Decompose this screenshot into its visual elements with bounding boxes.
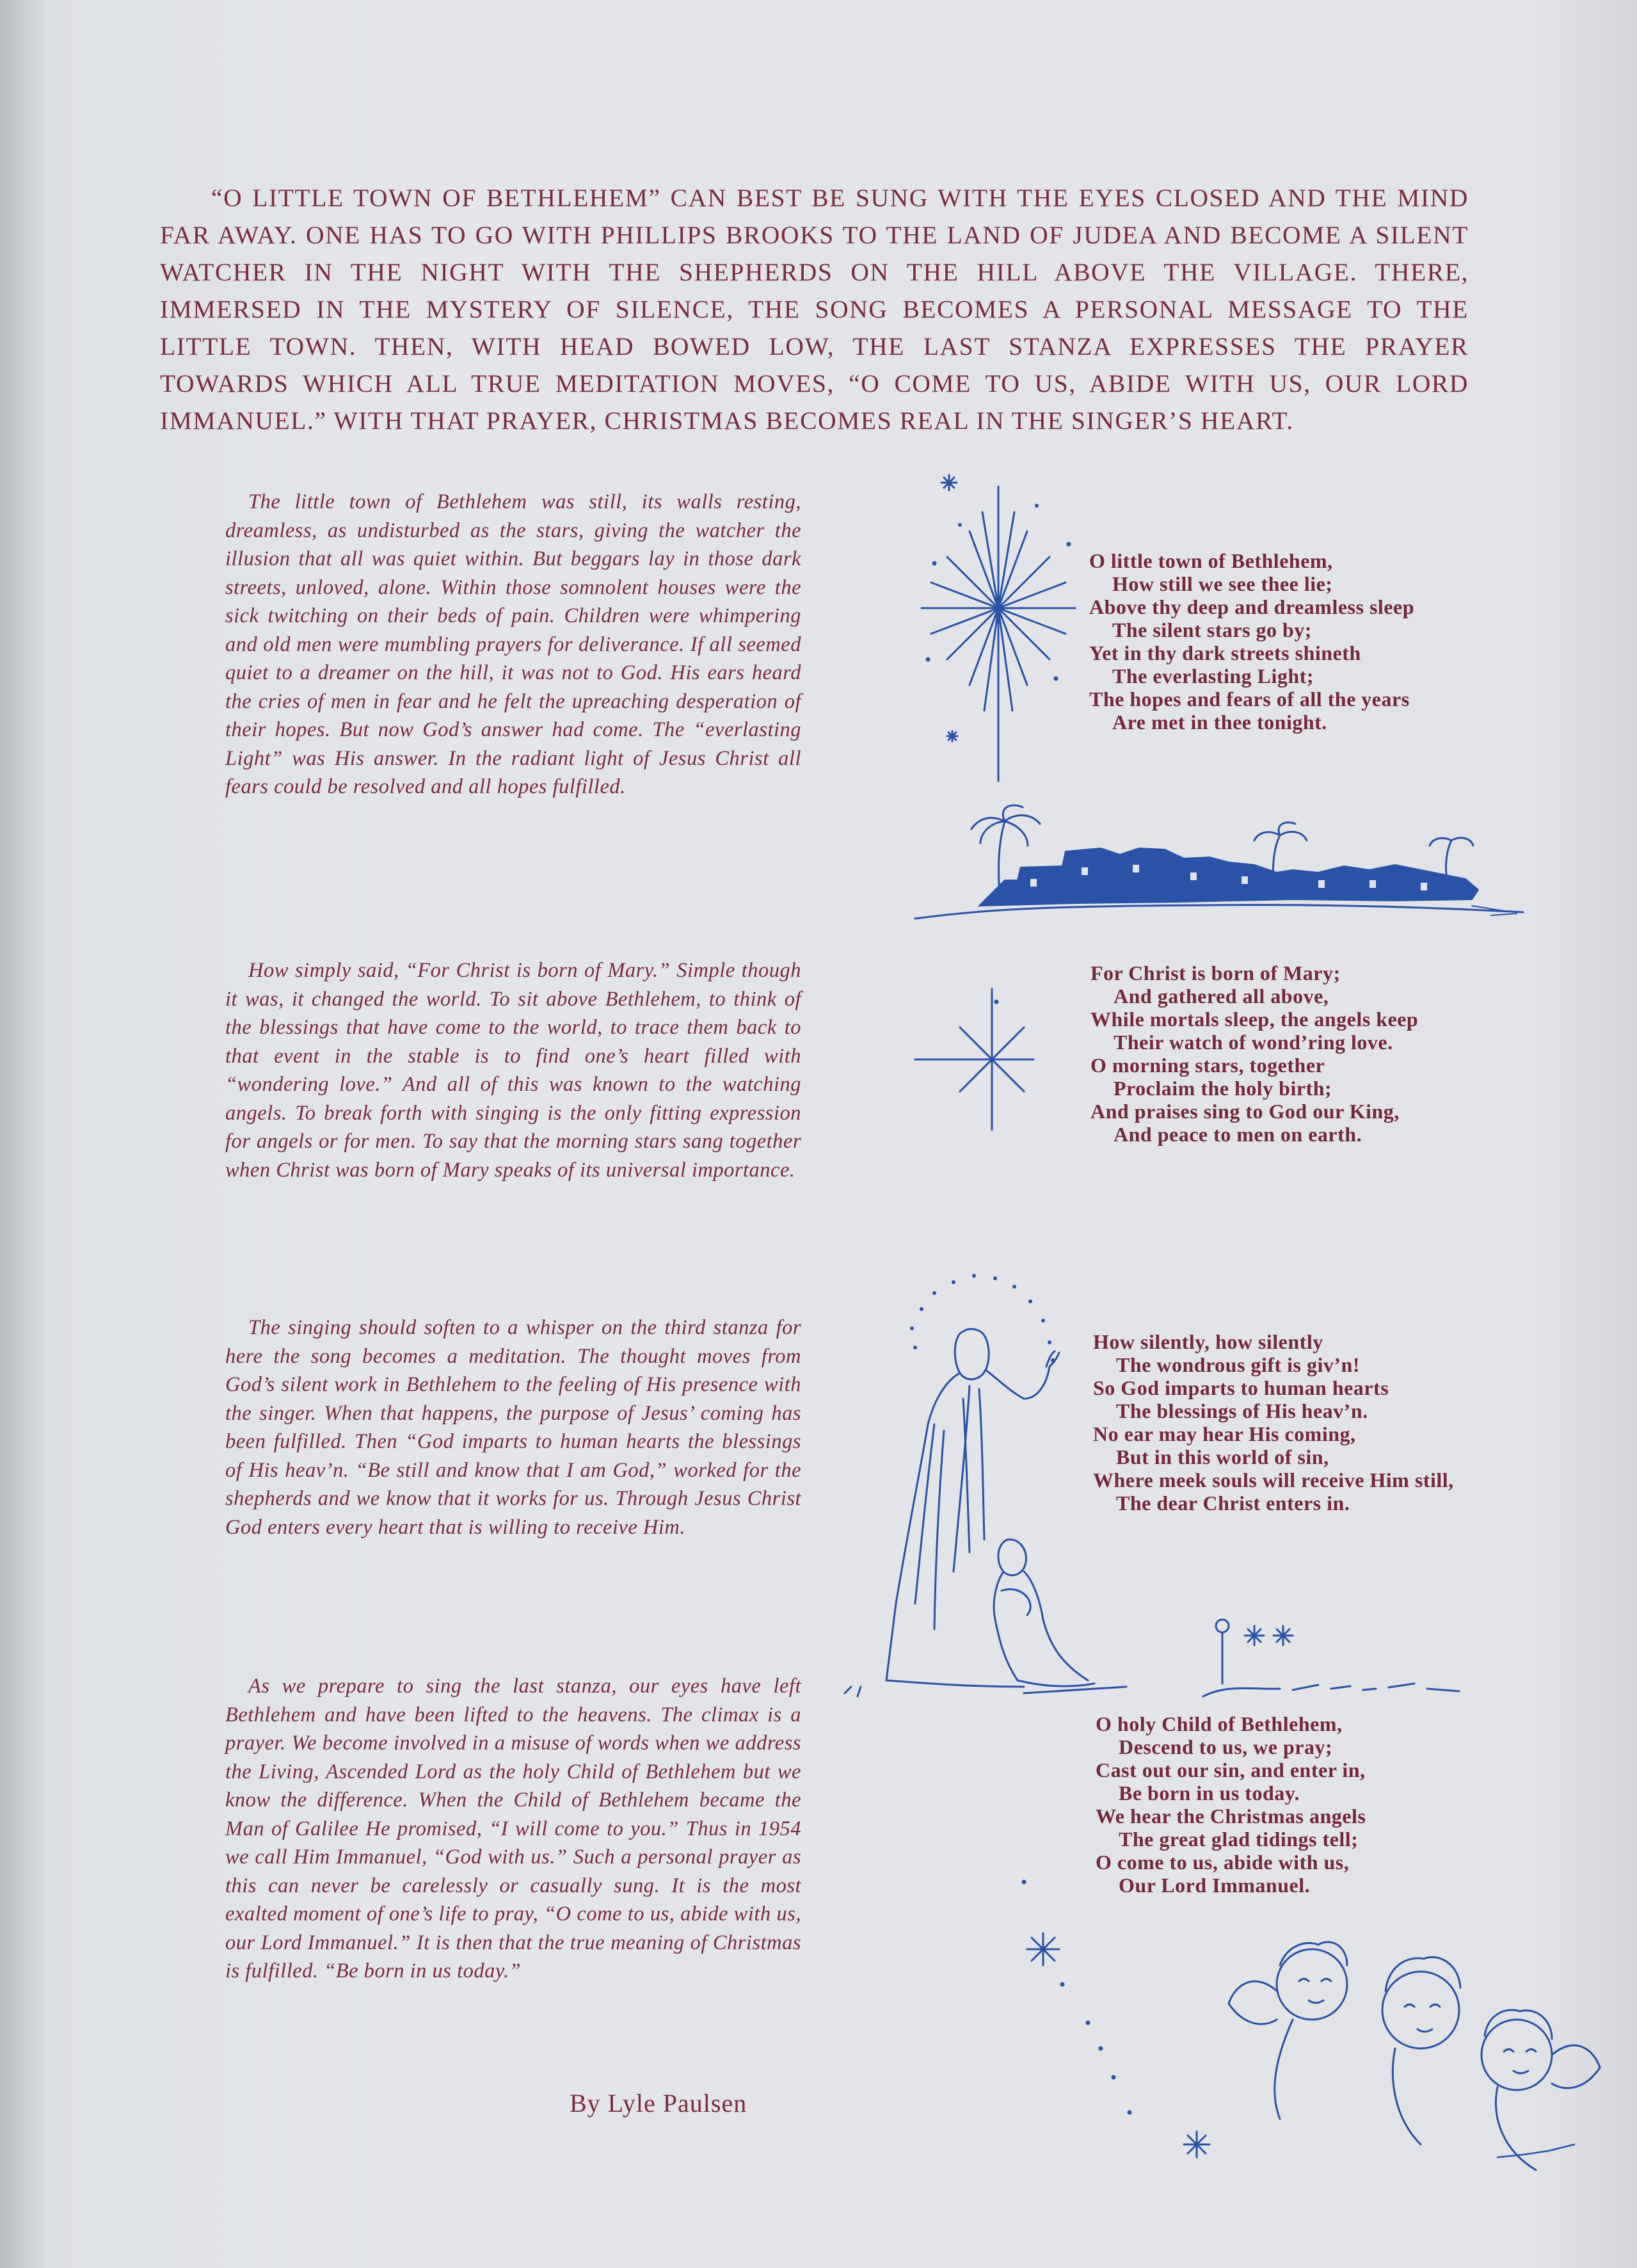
stanza-line: The great glad tidings tell; [1119,1828,1359,1851]
stanza-line: And praises sing to God our King, [1090,1100,1400,1123]
flower-icon [1216,1620,1229,1632]
stanza-line: O little town of Bethlehem, [1089,549,1333,572]
stanza-line: O come to us, abide with us, [1096,1851,1350,1874]
hymn-stanza-3 [1093,1330,1454,1515]
stanza-line: Descend to us, we pray; [1119,1735,1333,1758]
stanza-line: We hear the Christmas angels [1096,1805,1366,1828]
stanza-line: Proclaim the holy birth; [1114,1077,1332,1100]
stanza-line: Our Lord Immanuel. [1119,1874,1311,1897]
morning-star-illustration [909,989,1037,1143]
byline: By Lyle Paulsen [570,2089,747,2118]
flower-icon [1274,1626,1293,1645]
stanza-line: The dear Christ enters in. [1116,1492,1350,1515]
stanza-line: O holy Child of Bethlehem, [1096,1712,1343,1735]
halo-dots [911,1275,1055,1362]
stanza-line: Where meek souls will receive Him still, [1093,1468,1454,1492]
stanza-line: And peace to men on earth. [1114,1123,1362,1146]
flower-icon [1245,1626,1264,1645]
stanza-line: The silent stars go by; [1112,618,1312,641]
bethlehem-town-illustration [909,803,1529,931]
stanza-line: While mortals sleep, the angels keep [1090,1008,1419,1031]
hymn-stanza-2 [1090,961,1418,1146]
star-sparkles [1022,1880,1131,2114]
stanza-line: No ear may hear His coming, [1093,1422,1356,1445]
stanza-line: But in this world of sin, [1116,1445,1329,1468]
flowers-and-grass-illustration [1203,1613,1485,1703]
angels-illustration [1011,1876,1606,2176]
christ-figure [886,1329,1059,1687]
intro-paragraph: “O LITTLE TOWN OF BETHLEHEM” CAN BEST BE SUNG WITH THE EYES CLOSED AND THE MIND FAR AWAY. ONE HAS TO GO WITH PHILLIPS BROOKS TO THE LAND OF JUDEA AND BECOME A SILENT WATCHER IN THE NIGHT WITH THE SHEPHERDS ON THE HILL ABOVE THE VILLAGE. THERE, IMMERSED IN THE MYSTERY OF SILENCE, THE SONG BECOMES A PERSONAL MESSAGE TO THE LITTLE TOWN. THEN, WITH HEAD BOWED LOW, THE LAST STANZA EXPRESSES THE PRAYER TOWARDS WHICH ALL TRUE MEDITATION MOVES, “O COME TO US, ABIDE WITH US, OUR LORD IMMANUEL.” WITH THAT PRAYER, CHRISTMAS BECOMES REAL IN THE SINGER’S HEART. [160,184,1469,435]
hymn-stanza-4 [1096,1712,1366,1897]
stanza-line: Cast out our sin, and enter in, [1096,1758,1366,1781]
essay-paragraph-3: The singing should soften to a whisper on the third stanza for here the song becomes a meditation. The thought moves from God’s silent work in Bethlehem to the feeling of His presence with the singer. When that happens, the purpose of Jesus’ coming has been fulfilled. Then “God imparts to human hearts the blessings of His heav’n. “Be still and know that I am God,” worked for the shepherds and we know that it works for us. Through Jesus Christ God enters every heart that is willing to receive Him. [225,1316,801,1539]
stanza-line: The wondrous gift is giv’n! [1116,1353,1360,1376]
hill-outline [915,905,1523,919]
stanza-line: And gathered all above, [1114,985,1329,1008]
stanza-line: How silently, how silently [1093,1330,1323,1353]
stanza-line: Are met in thee tonight. [1112,711,1327,734]
stanza-line: Above thy deep and dreamless sleep [1089,595,1414,618]
small-star-icon [1027,1933,1210,2157]
stanza-line: The everlasting Light; [1112,664,1314,688]
stanza-line: How still we see thee lie; [1112,572,1333,595]
essay-paragraph-4: As we prepare to sing the last stanza, our eyes have left Bethlehem and have been lifted to the heavens. The climax is a prayer. We become involved in a misuse of words when we address the Living, Ascended Lord as the holy Child of Bethlehem but we know the difference. When the Child of Bethlehem became the Man of Galilee He promised, “I will come to you.” Thus in 1954 we call Him Immanuel, “God with us.” Such a personal prayer as this can never be carelessly or casually sung. It is the most exalted moment of one’s life to pray, “O come to us, abide with us, our Lord Immanuel.” It is then that the true meaning of Christmas is fulfilled. “Be born in us today.” [225,1675,801,1982]
angel-face-2 [1382,1957,1460,2144]
stanza-line: For Christ is born of Mary; [1090,961,1341,985]
stanza-line: Yet in thy dark streets shineth [1089,641,1361,664]
palm-tree-icon [1430,838,1473,874]
angel-face-3 [1481,2010,1600,2170]
essay-paragraph-2: How simply said, “For Christ is born of Mary.” Simple though it was, it changed the world. To sit above Bethlehem, to think of the blessings that have come to the world, to trace them back to that event in the stable is to find one’s heart filled with “wondering love.” And all of this was known to the watching angels. To break forth with singing is the only fitting expression for angels or for men. To say that the morning stars sang together when Christ was born of Mary speaks of its universal importance. [225,959,801,1182]
christ-and-kneeling-figure-illustration [832,1271,1126,1712]
hymn-stanza-1 [1089,549,1414,734]
stanza-line: O morning stars, together [1090,1054,1325,1077]
binding-gutter [0,0,45,2268]
stanza-line: So God imparts to human hearts [1093,1376,1389,1399]
ground-grass [845,1687,1126,1696]
essay-paragraph-1: The little town of Bethlehem was still, its walls resting, dreamless, as undisturbed as the stars, giving the watcher the illusion that all was quiet within. But beggars lay in those dark streets, unloved, alone. Within those somnolent houses were the sick twitching on their beds of pain. Children were whimpering and old men were mumbling prayers for deliverance. If all seemed quiet to a dreamer on the hill, it was not to God. His ears heard the cries of men in fear and he felt the upreaching desperation of their hopes. But now God’s answer had come. The “everlasting Light” was His answer. In the radiant light of Jesus Christ all fears could be resolved and all hopes fulfilled. [225,490,801,798]
stanza-line: Their watch of wond’ring love. [1114,1031,1393,1054]
stanza-line: The blessings of His heav’n. [1116,1399,1368,1422]
stanza-line: The hopes and fears of all the years [1089,688,1410,711]
star-dot [994,1000,998,1004]
stanza-line: Be born in us today. [1119,1781,1300,1805]
kneeling-figure [994,1540,1094,1686]
town-houses [979,848,1478,906]
star-burst-illustration [909,467,1088,787]
angel-face-1 [1229,1942,1347,2119]
star-rays [922,487,1075,781]
